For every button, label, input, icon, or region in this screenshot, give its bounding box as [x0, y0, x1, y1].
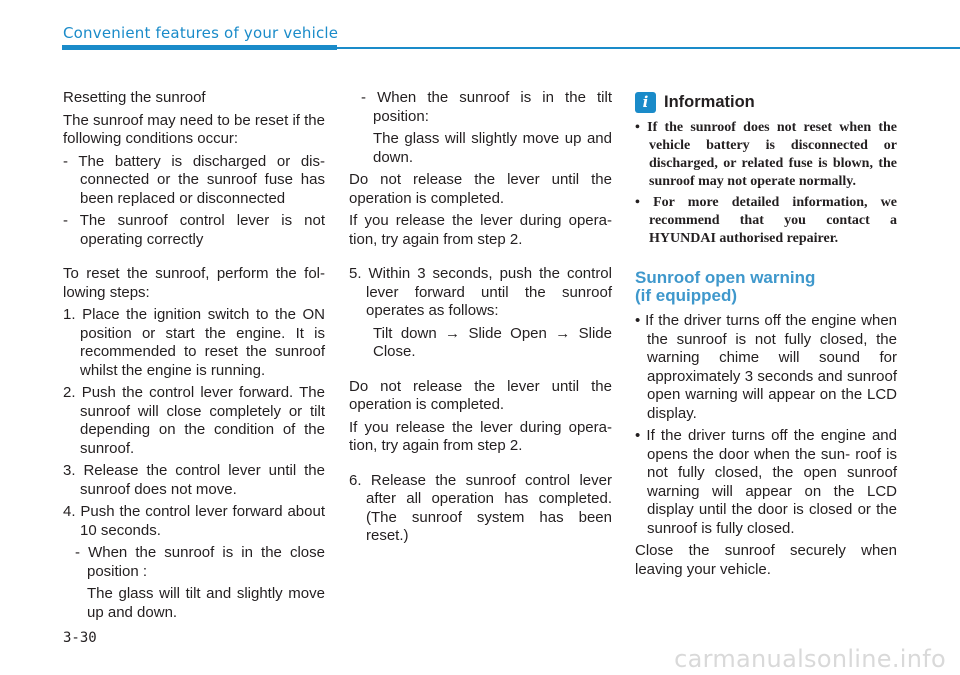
step-3: 3. Release the control lever until the sunroof does not move.	[63, 462, 325, 498]
condition-item: - The sunroof control lever is not operating correctly	[63, 212, 325, 248]
header-rule-thin	[337, 47, 960, 49]
warning-item: • If the driver turns off the engine when the sunroof is not fully closed, the warning chime will sound for approximately 3 seconds and sunroof open warning will appear on the LCD display.	[635, 312, 897, 422]
close-position-result: The glass will tilt and slightly move up and down.	[87, 585, 325, 621]
step-5: 5. Within 3 seconds, push the control lever forward until the sunroof operates as follows:	[349, 265, 612, 319]
information-list	[635, 119, 897, 248]
sunroof-warning-heading-line2: (if equipped)	[635, 286, 737, 305]
step-4: 4. Push the control lever forward about 10 seconds.	[63, 503, 325, 539]
sunroof-warning-heading	[635, 269, 897, 305]
do-not-release-note: Do not release the lever until the operation is completed.	[349, 377, 612, 413]
reset-heading: Resetting the sunroof	[63, 89, 206, 106]
watermark: carmanualsonline.info	[674, 645, 946, 673]
page-number: 3-30	[63, 630, 97, 646]
step-6: 6. Release the sunroof control lever after all operation has completed. (The sunroof system has been reset.)	[349, 471, 612, 544]
reset-intro: The sunroof may need to be reset if the following conditions occur:	[63, 111, 325, 147]
step-1: 1. Place the ignition switch to the ON position or start the engine. It is recommended to reset the sunroof whilst the engine is running.	[63, 306, 325, 379]
close-position-case: - When the sunroof is in the close position :	[75, 544, 325, 580]
information-item: • For more detailed information, we recommend that you contact a HYUNDAI authorised repairer.	[635, 195, 897, 246]
information-header	[635, 92, 897, 113]
column-2	[349, 89, 612, 550]
information-item: • If the sunroof does not reset when the vehicle battery is disconnected or discharged, or related fuse is blown, the sunroof may not operate normally.	[635, 120, 897, 189]
closing-note: Close the sunroof securely when leaving your vehicle.	[635, 542, 897, 578]
condition-item: - The battery is discharged or dis- connected or the sunroof fuse has been replaced or disconnected	[63, 152, 325, 207]
step-5-sequence: Tilt down → Slide Open → Slide Close.	[373, 324, 612, 360]
step-2: 2. Push the control lever forward. The sunroof will close completely or tilt depending on the condition of the sunroof.	[63, 384, 325, 457]
tilt-position-result: The glass will slightly move up and down.	[373, 130, 612, 166]
if-released-note: If you release the lever during opera- tion, try again from step 2.	[349, 418, 612, 454]
if-released-note: If you release the lever during opera- tion, try again from step 2.	[349, 212, 612, 248]
info-icon: i	[635, 92, 656, 113]
reset-steps-intro: To reset the sunroof, perform the fol- lowing steps:	[63, 265, 325, 301]
section-title: Convenient features of your vehicle	[63, 24, 339, 42]
column-1	[63, 89, 325, 626]
header-rule-thick	[62, 45, 337, 50]
tilt-position-case: - When the sunroof is in the tilt position:	[361, 89, 612, 125]
do-not-release-note: Do not release the lever until the operation is completed.	[349, 171, 612, 207]
information-title: Information	[664, 93, 755, 112]
sunroof-warning-heading-line1: Sunroof open warning	[635, 268, 816, 287]
column-3	[635, 89, 897, 583]
warning-item: • If the driver turns off the engine and opens the door when the sun- roof is not fully closed, the open sunroof warning will appear on the LCD display until the door is closed or the sunroof is fully closed.	[635, 427, 897, 537]
